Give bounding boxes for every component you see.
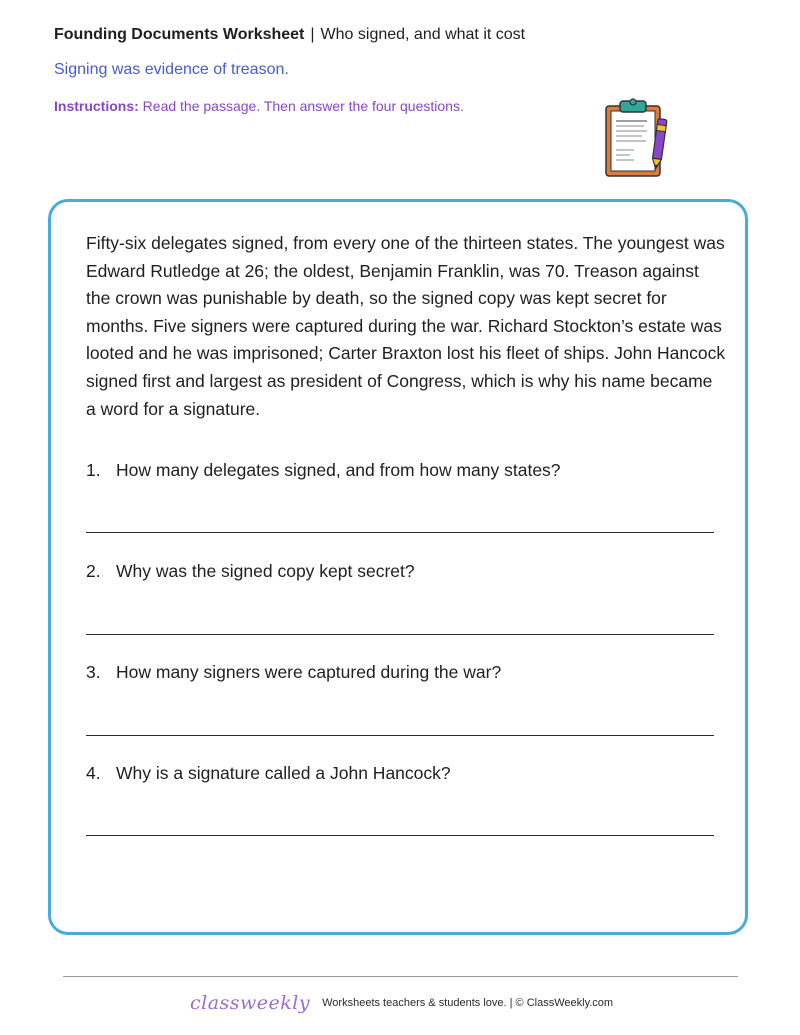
question-text: Why was the signed copy kept secret? <box>116 561 415 581</box>
answer-line-2[interactable] <box>86 634 714 635</box>
answer-line-4[interactable] <box>86 835 714 836</box>
question-number: 1. <box>86 460 101 480</box>
instructions <box>54 98 464 114</box>
footer <box>190 988 613 1018</box>
question-text: How many delegates signed, and from how many states? <box>116 460 561 480</box>
subtitle: Signing was evidence of treason. <box>54 61 289 78</box>
footer-tagline: Worksheets teachers & students love. | © ClassWeekly.com <box>322 997 614 1009</box>
brand-logo: classweekly <box>190 992 311 1014</box>
reading-passage: Fifty-six delegates signed, from every one of the thirteen states. The youngest was Edward Rutledge at 26; the oldest, Benjamin Franklin, was 70. Treason against the crown was punishable by death, so the signed copy was kept secret for months. Five signers were captured during the war. Richard Stockton’s estate was looted and he was imprisoned; Carter Braxton lost his fleet of ships. John Hancock signed first and largest as president of Congress, which is why his name became a word for a signature. <box>86 233 726 419</box>
question-3 <box>86 662 501 683</box>
title-separator: | <box>310 26 315 43</box>
instructions-label: Instructions: <box>54 98 139 114</box>
footer-divider <box>63 976 738 977</box>
answer-line-1[interactable] <box>86 532 714 533</box>
question-text: Why is a signature called a John Hancock? <box>116 763 451 783</box>
question-1 <box>86 460 561 481</box>
question-2 <box>86 561 415 582</box>
question-number: 3. <box>86 662 101 682</box>
question-number: 2. <box>86 561 101 581</box>
worksheet-title: Founding Documents Worksheet <box>54 26 305 43</box>
page-title <box>54 26 525 44</box>
instructions-text: Read the passage. Then answer the four questions. <box>142 98 464 114</box>
worksheet-topic: Who signed, and what it cost <box>320 26 526 43</box>
answer-line-3[interactable] <box>86 735 714 736</box>
clipboard-icon <box>600 97 670 181</box>
question-number: 4. <box>86 763 101 783</box>
question-text: How many signers were captured during the war? <box>116 662 502 682</box>
question-4 <box>86 763 451 784</box>
